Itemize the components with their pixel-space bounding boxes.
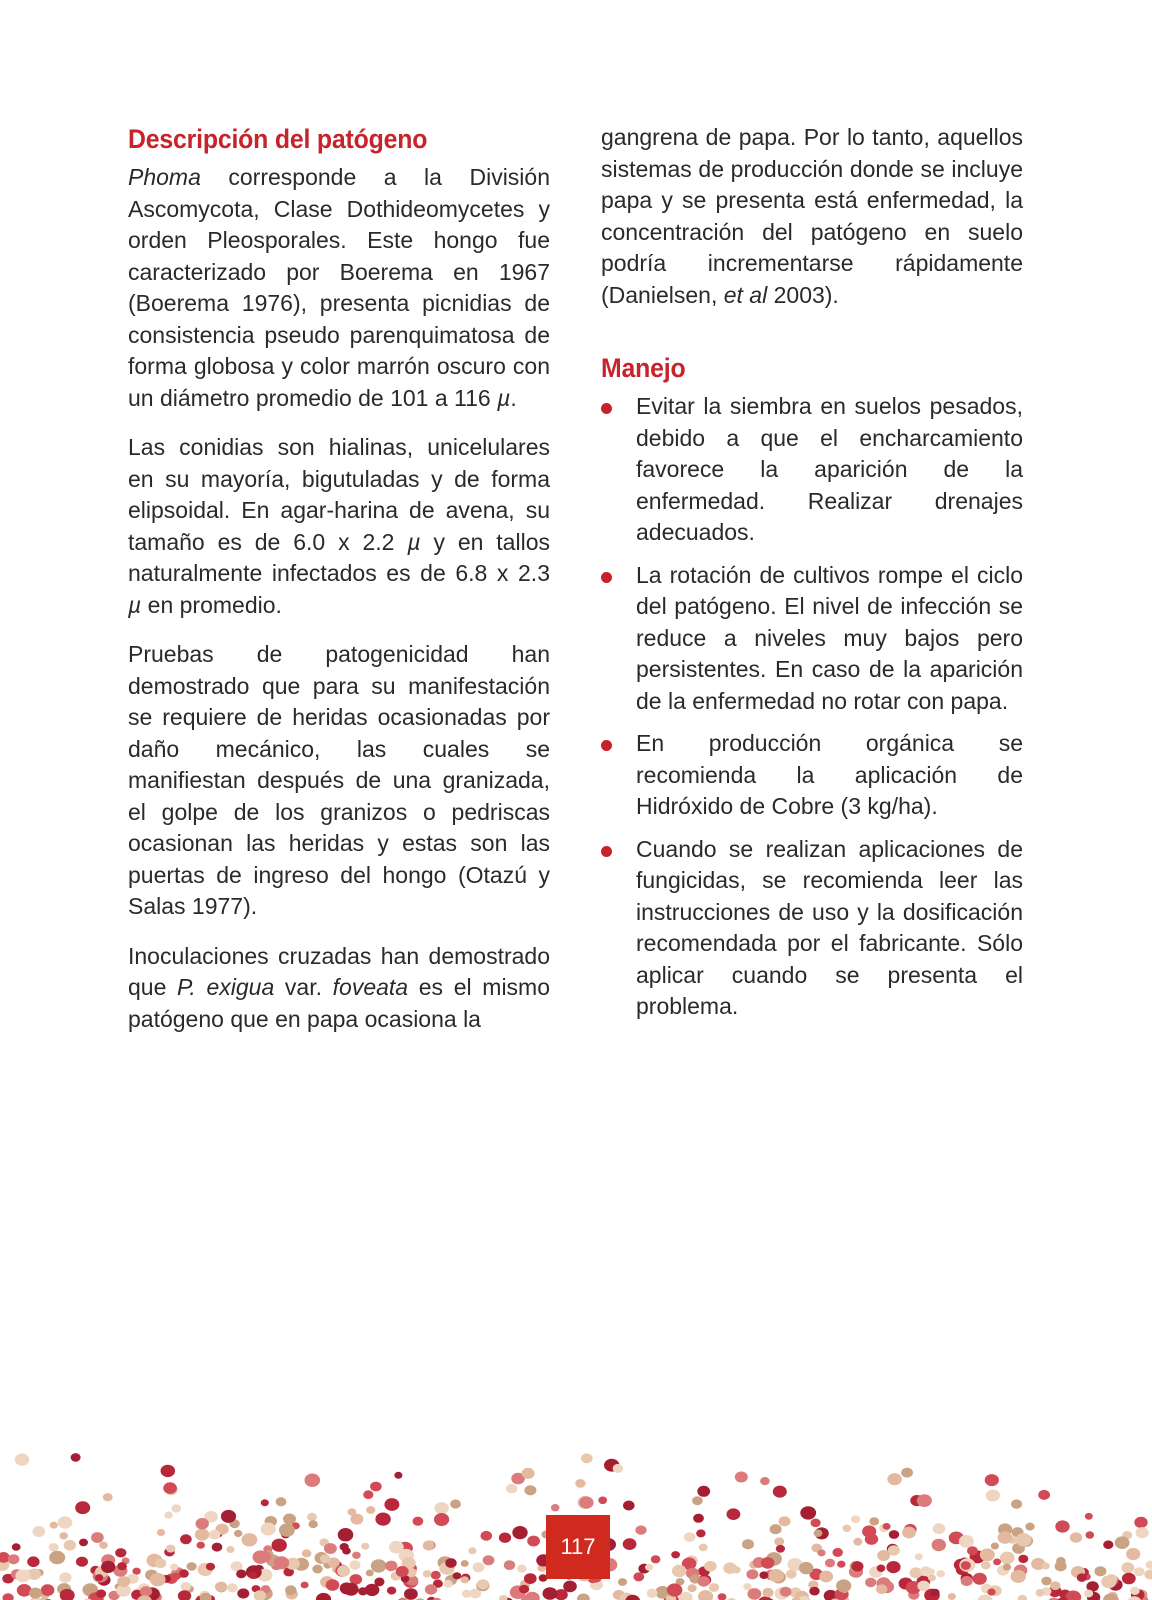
seed [579, 1497, 593, 1509]
seed [1085, 1513, 1093, 1520]
seed [1122, 1573, 1136, 1585]
seed [993, 1559, 1001, 1566]
seed [981, 1561, 991, 1569]
seed [103, 1493, 113, 1501]
seed [150, 1573, 166, 1586]
genus-name: Phoma [128, 164, 201, 190]
seed [1038, 1490, 1050, 1500]
seed [1077, 1573, 1087, 1582]
seed [851, 1515, 860, 1523]
seed [404, 1588, 418, 1600]
seed [869, 1517, 879, 1525]
seed [370, 1482, 382, 1492]
seed [248, 1572, 256, 1579]
seed [735, 1472, 748, 1483]
bullet-icon [601, 846, 612, 857]
seed [667, 1583, 683, 1596]
seed [41, 1584, 55, 1596]
seed [99, 1542, 108, 1549]
seed [1105, 1574, 1117, 1584]
seed [618, 1578, 627, 1586]
seed [961, 1576, 973, 1586]
seed [693, 1514, 704, 1523]
seed [473, 1562, 485, 1572]
seed [1011, 1499, 1022, 1508]
seed [853, 1538, 862, 1546]
seed [396, 1566, 409, 1577]
paragraph-conidias: Las conidias son hialinas, unicelulares en su mayoría, bigutuladas y de forma elipsoidal. En agar-harina de avena, su tamaño es de 6.0 x 2.2 µ y en tallos naturalmente infectados es de 6.8 x 2.3 µ en promedio. [128, 434, 550, 618]
seed [394, 1472, 402, 1479]
micron-symbol: µ [407, 528, 421, 555]
seed [985, 1474, 999, 1486]
seed [901, 1468, 913, 1478]
seed [59, 1532, 68, 1539]
seed [337, 1565, 350, 1576]
seed [79, 1539, 88, 1547]
seed [215, 1582, 227, 1593]
seed [171, 1504, 181, 1512]
seed [817, 1549, 825, 1556]
seed [776, 1545, 785, 1553]
seed [371, 1559, 387, 1572]
seed [338, 1528, 354, 1541]
seed [462, 1590, 471, 1598]
seed [64, 1540, 76, 1551]
seed [29, 1588, 42, 1599]
seed [727, 1508, 741, 1520]
seed [987, 1588, 995, 1595]
seed [305, 1474, 321, 1487]
seed [883, 1523, 891, 1530]
seed [59, 1572, 71, 1582]
seed [811, 1519, 821, 1528]
seed [164, 1512, 173, 1519]
seed [506, 1484, 517, 1494]
seed [598, 1497, 607, 1505]
seed [1134, 1517, 1147, 1528]
seed [71, 1453, 81, 1462]
seed [635, 1525, 646, 1534]
seed [195, 1529, 209, 1541]
seed [140, 1586, 152, 1596]
seed [1000, 1552, 1015, 1565]
seed [163, 1482, 177, 1494]
list-item: La rotación de cultivos rompe el ciclo del patógeno. El nivel de infección se reduce a niveles muy bajos pero persistentes. En caso de la aparición de la enfermedad no rotar con papa. [601, 560, 1023, 718]
seed [261, 1523, 276, 1536]
seed [1084, 1590, 1093, 1598]
seed [187, 1562, 197, 1571]
seed [698, 1576, 710, 1586]
seed [524, 1485, 536, 1495]
seed [1130, 1587, 1140, 1595]
seed [8, 1554, 20, 1564]
seed [15, 1569, 30, 1582]
seed [49, 1551, 65, 1565]
seed [32, 1526, 45, 1537]
management-list [601, 391, 1023, 1023]
seed [773, 1486, 787, 1498]
seed [980, 1548, 995, 1561]
seed [366, 1570, 374, 1577]
seed [384, 1498, 399, 1511]
seed [155, 1559, 166, 1569]
section-heading-description: Descripción del patógeno [128, 124, 428, 154]
seed [499, 1595, 507, 1600]
seed [242, 1533, 258, 1546]
seed [699, 1544, 708, 1552]
seed [1126, 1548, 1140, 1560]
seed [481, 1531, 493, 1541]
seed [348, 1508, 357, 1515]
seed [836, 1579, 851, 1592]
paragraph-pathogenicity: Pruebas de patogenicidad han demostrado que para su manifestación se requiere de heridas ocasionadas por daño mecánico, las cuales se manifiestan después de una granizada, el golpe de los granizos o pedriscas ocasionan las heridas y estas son las puertas de ingreso del hongo (Otazú y Salas 1977). [128, 641, 550, 919]
seed [819, 1571, 833, 1583]
seed [450, 1499, 461, 1508]
seed [196, 1518, 209, 1529]
bullet-icon [601, 572, 612, 583]
seed [461, 1560, 469, 1567]
seed [477, 1579, 489, 1589]
seed [886, 1561, 900, 1573]
seed [504, 1560, 515, 1570]
seed [825, 1559, 835, 1568]
seed [517, 1565, 527, 1573]
seed [742, 1539, 754, 1549]
seed [363, 1490, 373, 1499]
seed [746, 1569, 758, 1579]
seed [172, 1573, 181, 1580]
seed [96, 1589, 106, 1598]
seed [876, 1584, 887, 1594]
seed [814, 1529, 823, 1537]
seed [15, 1453, 29, 1465]
seed [1011, 1570, 1026, 1583]
variety-name: foveata [332, 974, 409, 1000]
seed [931, 1589, 940, 1597]
seed [1136, 1527, 1149, 1538]
seed [1055, 1520, 1069, 1532]
seed [431, 1571, 441, 1580]
seed [748, 1588, 762, 1600]
seed [352, 1552, 361, 1559]
seed [12, 1543, 21, 1551]
seed [704, 1561, 717, 1572]
micron-symbol: µ [128, 591, 142, 618]
seed [161, 1465, 176, 1477]
bullet-icon [601, 740, 612, 751]
seed [928, 1574, 936, 1581]
seed [425, 1584, 437, 1594]
seed [527, 1536, 540, 1547]
seed [902, 1527, 916, 1539]
seed [1144, 1570, 1152, 1580]
seed [915, 1553, 923, 1560]
seed [1056, 1557, 1066, 1565]
seed [688, 1584, 697, 1592]
seed [115, 1548, 126, 1557]
seed [917, 1494, 932, 1507]
seed [645, 1564, 653, 1571]
seed [877, 1550, 890, 1561]
seed [519, 1585, 529, 1594]
seed [647, 1589, 658, 1598]
seed [101, 1561, 115, 1573]
list-item: En producción orgánica se recomienda la aplicación de Hidróxido de Cobre (3 kg/ha). [601, 728, 1023, 823]
seed [633, 1572, 644, 1581]
seed [967, 1546, 978, 1555]
seed [696, 1529, 705, 1537]
citation-et-al: et al [723, 281, 768, 308]
seed [206, 1563, 215, 1571]
seed [75, 1501, 90, 1514]
seed [936, 1570, 945, 1577]
seed [865, 1578, 876, 1588]
seed [723, 1562, 737, 1574]
seed [461, 1576, 469, 1583]
seed [301, 1582, 309, 1589]
seed [350, 1560, 361, 1569]
seed [843, 1525, 852, 1532]
seed [279, 1523, 295, 1536]
seed [774, 1537, 784, 1545]
seed [1070, 1532, 1082, 1542]
seed [887, 1473, 901, 1485]
seed [312, 1565, 322, 1574]
seed [865, 1533, 878, 1544]
seed [1016, 1533, 1032, 1546]
seed [910, 1567, 923, 1578]
seed [770, 1524, 782, 1534]
seed [889, 1530, 899, 1539]
seed [1103, 1540, 1113, 1549]
seed [253, 1550, 269, 1563]
seed [760, 1477, 770, 1485]
seed [613, 1464, 624, 1473]
seed [58, 1516, 73, 1528]
list-item: Evitar la siembra en suelos pesados, debido a que el encharcamiento favorece la aparición de la enfermedad. Realizar drenajes adecuados. [601, 391, 1023, 549]
seed [917, 1581, 929, 1592]
seed [1050, 1581, 1060, 1590]
paragraph-inoculations: Inoculaciones cruzadas han demostrado que P. exigua var. foveata es el mismo patógeno que en papa ocasiona la [128, 942, 551, 1032]
seed [948, 1593, 956, 1600]
seed [91, 1532, 104, 1543]
seed [272, 1539, 287, 1552]
seed [387, 1587, 396, 1595]
seed [423, 1540, 435, 1550]
seed [209, 1530, 221, 1540]
seed [342, 1547, 351, 1554]
seed [809, 1587, 819, 1596]
seed [581, 1453, 593, 1463]
seed [212, 1543, 223, 1552]
seed [961, 1561, 971, 1570]
seed [1041, 1562, 1049, 1569]
seed [197, 1542, 205, 1549]
section-heading-management: Manejo [601, 353, 686, 383]
micron-symbol: µ [497, 384, 511, 411]
seed [927, 1568, 935, 1575]
seed [309, 1520, 318, 1528]
seed [973, 1573, 987, 1585]
seed [1094, 1566, 1106, 1576]
seed [543, 1587, 558, 1600]
seed [877, 1565, 886, 1572]
seed [1018, 1555, 1028, 1563]
seed [672, 1565, 687, 1577]
seed [285, 1585, 296, 1595]
species-name: P. exigua [177, 974, 275, 1000]
seed [769, 1569, 784, 1582]
seed [261, 1499, 269, 1506]
seed [551, 1504, 560, 1511]
seed [307, 1513, 317, 1521]
seed [959, 1535, 974, 1548]
left-column [128, 122, 550, 1053]
seed [180, 1534, 192, 1544]
seed [709, 1583, 719, 1592]
seed [27, 1556, 39, 1567]
seed [1025, 1523, 1034, 1531]
seed [986, 1490, 1000, 1502]
seed [274, 1556, 290, 1569]
seed [512, 1526, 527, 1539]
seed [799, 1562, 813, 1574]
seed [623, 1501, 635, 1511]
seed [698, 1590, 713, 1600]
seed [413, 1517, 424, 1526]
seed [117, 1562, 127, 1570]
seed [692, 1496, 703, 1505]
seed [780, 1587, 792, 1597]
seed [95, 1574, 103, 1581]
seed [623, 1538, 637, 1550]
seed [575, 1479, 585, 1488]
seed [226, 1546, 234, 1553]
seed [483, 1555, 495, 1565]
seed [718, 1593, 727, 1600]
seed [234, 1530, 242, 1537]
seed [302, 1549, 312, 1557]
seed [76, 1557, 88, 1567]
seed [800, 1506, 816, 1519]
seed [851, 1561, 863, 1571]
list-item: Cuando se realizan aplicaciones de fungicidas, se recomienda leer las instrucciones de uso y la dosificación recomendada por el fabricante. Sólo aplicar cuando se presenta el problema. [601, 834, 1023, 1023]
seed [743, 1583, 751, 1590]
seed [684, 1532, 696, 1542]
paragraph-phoma: Phoma corresponde a la División Ascomycota, Clase Dothideomycetes y orden Pleosporales. Este hongo fue caracterizado por Boerema en 1967 (Boerema 1976), presenta picnidias de consistencia pseudo parenquimatosa de forma globosa y color marrón oscuro con un diámetro promedio de 101 a 116 µ. [128, 164, 550, 411]
seed [3, 1593, 14, 1600]
seed [524, 1573, 537, 1584]
seed [435, 1502, 449, 1514]
seed [227, 1583, 238, 1592]
seed [1018, 1595, 1027, 1600]
seed [366, 1506, 375, 1514]
seed [361, 1543, 369, 1550]
seed [759, 1571, 768, 1579]
seed [991, 1543, 999, 1550]
seed [375, 1513, 390, 1526]
seed [50, 1522, 58, 1529]
seed [166, 1545, 176, 1553]
seed [326, 1579, 340, 1591]
seed [697, 1486, 710, 1497]
seed [499, 1533, 511, 1543]
seed [832, 1548, 843, 1557]
seed [468, 1547, 476, 1554]
seed [837, 1561, 845, 1568]
seed [316, 1593, 331, 1600]
seed [761, 1557, 775, 1569]
seed [998, 1531, 1013, 1543]
seed [324, 1543, 337, 1554]
seed [1041, 1577, 1051, 1586]
seed [671, 1551, 680, 1558]
bullet-icon [601, 403, 612, 414]
seed [320, 1554, 331, 1563]
seed [237, 1588, 249, 1598]
seed [340, 1582, 354, 1594]
seed [1146, 1561, 1152, 1569]
seed [49, 1543, 59, 1551]
seed [577, 1594, 590, 1600]
seed [117, 1576, 130, 1587]
seed [1121, 1562, 1134, 1573]
seed [522, 1468, 535, 1479]
seed [385, 1561, 397, 1572]
seed [651, 1555, 661, 1563]
seed [1115, 1536, 1130, 1549]
seed [779, 1516, 791, 1526]
paragraph-continuation: gangrena de papa. Por lo tanto, aquellos sistemas de producción donde se incluye papa y se presenta está enfermedad, la concentración del patógeno en suelo podría incrementarse rápidamente (Danielsen, et al 2003). [601, 124, 1023, 308]
seed [762, 1588, 773, 1597]
seed [933, 1523, 946, 1534]
seed [1134, 1567, 1145, 1576]
seed [1086, 1531, 1095, 1538]
seed [443, 1580, 452, 1588]
seed [453, 1572, 462, 1579]
seed [389, 1541, 404, 1554]
seed [170, 1564, 178, 1571]
seed [1036, 1589, 1045, 1597]
seed [445, 1558, 456, 1568]
seed [434, 1513, 449, 1526]
right-column [601, 122, 1023, 1034]
seed [423, 1570, 432, 1577]
seed [932, 1539, 946, 1551]
seed [221, 1510, 236, 1523]
seed [276, 1497, 287, 1506]
seed [365, 1584, 380, 1596]
seed [157, 1529, 165, 1536]
seed [236, 1570, 246, 1579]
page-number: 117 [546, 1515, 610, 1579]
seed [1003, 1564, 1011, 1571]
seed [181, 1582, 192, 1591]
